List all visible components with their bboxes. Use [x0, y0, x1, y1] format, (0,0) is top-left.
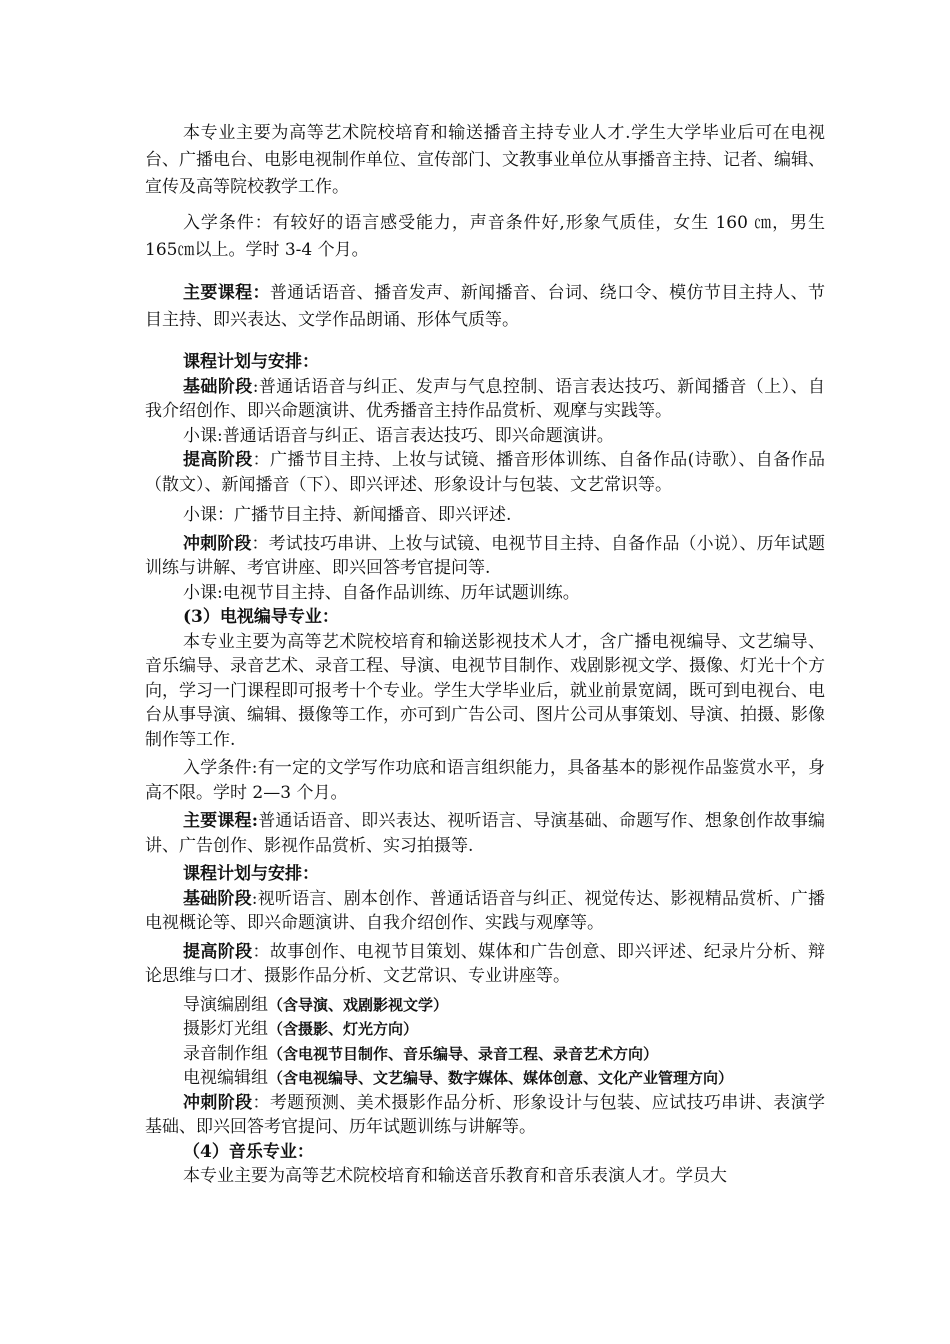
broadcast-basic-stage [145, 375, 825, 424]
group-name: 电视编辑组 [183, 1068, 268, 1088]
courses-label: 主要课程: [183, 811, 259, 831]
stage-text: ：故事创作、电视节目策划、媒体和广告创意、即兴评述、纪录片分析、辩论思维与口才、摄影作品分析、文艺常识、专业讲座等。 [145, 941, 826, 986]
group-detail: （含电视节目制作、音乐编导、录音工程、录音艺术方向） [268, 1044, 659, 1063]
tv-advanced-stage [145, 940, 825, 989]
courses-text: 普通话语音、播音发声、新闻播音、台词、绕口令、模仿节目主持人、节目主持、即兴表达、文学作品朗诵、形体气质等。 [145, 283, 826, 330]
tv-heading: (3）电视编导专业： [183, 607, 339, 627]
tv-admission: 入学条件:有一定的文学写作功底和语言组织能力，具备基本的影视作品鉴赏水平，身高不限。学时 2—3 个月。 [145, 758, 825, 803]
broadcast-advanced-stage [145, 448, 825, 497]
stage-text: :普通话语音与纠正、发声与气息控制、语言表达技巧、新闻播音（上）、自我介绍创作、即兴命题演讲、优秀播音主持作品赏析、观摩与实践等。 [145, 376, 826, 421]
broadcast-plan-title: 课程计划与安排： [183, 352, 319, 372]
broadcast-basic-small: 小课:普通话语音与纠正、语言表达技巧、即兴命题演讲。 [183, 425, 614, 446]
tv-group-directing [145, 993, 825, 1018]
music-intro: 本专业主要为高等艺术院校培育和输送音乐教育和音乐表演人才。学员大 [183, 1166, 727, 1186]
tv-sprint-stage [145, 1091, 825, 1140]
tv-plan-title: 课程计划与安排： [183, 864, 319, 884]
tv-group-recording [145, 1042, 825, 1067]
stage-label: 提高阶段 [183, 450, 253, 470]
broadcast-sprint-small: 小课:电视节目主持、自备作品训练、历年试题训练。 [183, 582, 580, 603]
group-detail: （含摄影、灯光方向） [268, 1020, 419, 1038]
stage-text: ：广播节目主持、上妆与试镜、播音形体训练、自备作品(诗歌）、自备作品（散文）、新闻播音（下）、即兴评述、形象设计与包装、文艺常识等。 [145, 450, 825, 495]
group-detail: （含导演、戏剧影视文学） [268, 995, 449, 1014]
group-name: 摄影灯光组 [183, 1019, 268, 1039]
tv-group-photography [145, 1017, 825, 1042]
broadcast-sprint-stage [145, 532, 825, 581]
courses-label: 主要课程： [183, 283, 270, 303]
broadcast-admission: 入学条件：有较好的语言感受能力，声音条件好,形象气质佳，女生 160 ㎝，男生 165㎝以上。学时 3-4 个月。 [145, 213, 825, 260]
courses-text: 普通话语音、即兴表达、视听语言、导演基础、命题写作、想象创作故事编讲、广告创作、影视作品赏析、实习拍摄等. [145, 811, 826, 856]
group-name: 录音制作组 [183, 1043, 268, 1064]
stage-text: ：考试技巧串讲、上妆与试镜、电视节目主持、自备作品（小说）、历年试题训练与讲解、考官讲座、即兴回答考官提问等. [145, 533, 826, 578]
stage-label: 基础阶段 [183, 376, 253, 397]
stage-text: :视听语言、剧本创作、普通话语音与纠正、视觉传达、影视精品赏析、广播电视概论等、即兴命题演讲、自我介绍创作、实践与观摩等。 [145, 888, 826, 933]
tv-basic-stage [145, 887, 825, 936]
broadcast-intro: 本专业主要为高等艺术院校培育和输送播音主持专业人才.学生大学毕业后可在电视台、广播电台、电影电视制作单位、宣传部门、文教事业单位从事播音主持、记者、编辑、宣传及高等院校教学工作。 [145, 123, 825, 197]
tv-courses [145, 809, 825, 858]
music-heading: （4）音乐专业： [183, 1141, 314, 1162]
stage-label: 提高阶段 [183, 941, 253, 962]
document-page [145, 120, 825, 1189]
group-detail: （含电视编导、文艺编导、数字媒体、媒体创意、文化产业管理方向） [268, 1069, 734, 1087]
stage-text: ：考题预测、美术摄影作品分析、形象设计与包装、应试技巧串讲、表演学基础、即兴回答考官提问、历年试题训练与讲解等。 [145, 1092, 826, 1137]
stage-label: 冲刺阶段 [183, 533, 252, 554]
tv-intro: 本专业主要为高等艺术院校培育和输送影视技术人才，含广播电视编导、文艺编导、音乐编导、录音艺术、录音工程、导演、电视节目制作、戏剧影视文学、摄像、灯光十个方向，学习一门课程即可报考十个专业。学生大学毕业后，就业前景宽阔，既可到电视台、电台从事导演、编辑、摄像等工作，亦可到广告公司、图片公司从事策划、导演、拍摄、影像制作等工作. [145, 631, 825, 750]
broadcast-advanced-small: 小课：广播节目主持、新闻播音、即兴评述. [183, 505, 512, 525]
stage-label: 基础阶段 [183, 888, 252, 909]
tv-group-editing [145, 1066, 825, 1091]
stage-label: 冲刺阶段 [183, 1092, 253, 1113]
group-name: 导演编剧组 [183, 994, 268, 1015]
broadcast-courses [145, 280, 825, 334]
